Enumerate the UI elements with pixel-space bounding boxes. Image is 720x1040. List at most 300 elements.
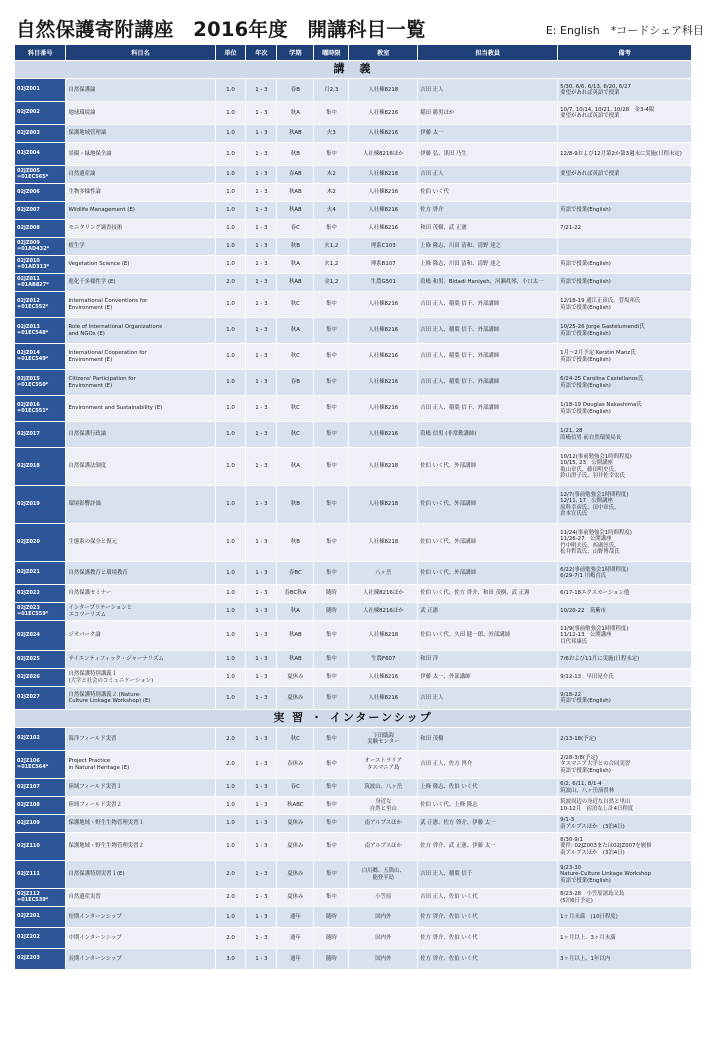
course-name: ジオパーク論 [66,621,215,651]
credits: 1.0 [215,220,246,238]
table-row [15,562,692,585]
year: 1 - 3 [246,889,277,907]
course-code: 02JZ001 [15,79,66,102]
course-code: 02JZ024 [15,621,66,651]
note: 3ヶ月以上、1年以内 [558,949,692,970]
year: 1 - 3 [246,396,277,422]
year: 1 - 3 [246,318,277,344]
table-row [15,102,692,125]
room: 人社棟8218 [349,79,418,102]
period: 集中 [314,143,349,166]
course-code: 02JZ004 [15,143,66,166]
table-row [15,728,692,751]
table-row [15,202,692,220]
teacher: 佐伯 いく代 [418,184,558,202]
note: 7/6および11月に実施(日程未定) [558,651,692,669]
table-row [15,889,692,907]
table-row [15,422,692,448]
teacher: 稲田 勝男ほか [418,102,558,125]
period: 随時 [314,928,349,949]
table-row [15,797,692,815]
room: 身近な 自然と里山 [349,797,418,815]
course-code: 02JZ108 [15,797,66,815]
course-code: 02JZ202 [15,928,66,949]
year: 1 - 3 [246,669,277,687]
period: 集中 [314,779,349,797]
course-name: 地球環境論 [66,102,215,125]
credits: 1.0 [215,448,246,486]
credits: 2.0 [215,861,246,889]
teacher: 佐方 啓介、佐伯 いく代 [418,928,558,949]
teacher: 吉田 正人 [418,166,558,184]
col-header: 年次 [246,45,277,61]
teacher: 佐伯 いく代、佐方 啓介、和田 茂樹、武 正憲 [418,585,558,603]
table-row [15,524,692,562]
term: 夏休み [277,861,314,889]
teacher: 葭嶋 和男、Bidadi Haniyeh、河瀬眞琴、小口太一 [418,274,558,292]
table-row [15,779,692,797]
term: 秋C [277,292,314,318]
credits: 1.0 [215,166,246,184]
table-row [15,949,692,970]
teacher: 葭嶋 信男 (非常勤講師) [418,422,558,448]
period: 火4 [314,202,349,220]
table-row [15,651,692,669]
term: 秋A [277,448,314,486]
period: 集中 [314,751,349,779]
term: 夏休み [277,889,314,907]
course-code: 02JZ026 [15,669,66,687]
room: 人社棟8216 [349,125,418,143]
term: 秋B [277,486,314,524]
course-name: 保護地域管理論 [66,125,215,143]
year: 1 - 3 [246,220,277,238]
teacher: 上條 隆志、佐伯 いく代 [418,779,558,797]
teacher: 吉田 正人、佐方 啓介 [418,751,558,779]
teacher: 吉田 正人、稲葉 信千、外部講師 [418,370,558,396]
room: 生農G501 [349,274,418,292]
teacher: 和田 洋 [418,651,558,669]
teacher: 佐方 啓介、佐伯 いく代 [418,949,558,970]
year: 1 - 3 [246,184,277,202]
period: 集中 [314,651,349,669]
teacher: 佐伯 いく代、外部講師 [418,524,558,562]
room: 人社棟8216 [349,422,418,448]
year: 1 - 3 [246,422,277,448]
term: 秋C [277,344,314,370]
year: 1 - 3 [246,687,277,710]
year: 1 - 3 [246,125,277,143]
col-header: 教室 [349,45,418,61]
credits: 1.0 [215,669,246,687]
room: 人社棟8216ほか [349,585,418,603]
year: 1 - 3 [246,861,277,889]
term: 秋A [277,102,314,125]
year: 1 - 3 [246,102,277,125]
course-code: 02JZ102 [15,728,66,751]
table-row [15,184,692,202]
teacher: 佐伯 いく代、上條 隆志 [418,797,558,815]
term: 秋A [277,256,314,274]
room: 八ヶ岳 [349,562,418,585]
term: 夏休み [277,687,314,710]
course-name: 陸域フィールド実習２ [66,797,215,815]
term: 秋AB [277,125,314,143]
period: 集中 [314,422,349,448]
period: 随時 [314,907,349,928]
teacher: 吉田 正人、佐伯 いく代 [418,889,558,907]
course-code: 02JZ007 [15,202,66,220]
year: 1 - 3 [246,949,277,970]
table-row [15,318,692,344]
course-name: 保護地域・野生生物管理実習１ [66,815,215,833]
table-row [15,687,692,710]
credits: 2.0 [215,751,246,779]
note: 6/22(事前勉強会1時間程度) 6/29-7/1 川嶋直氏 [558,562,692,585]
table-row [15,370,692,396]
period: 集中 [314,687,349,710]
year: 1 - 3 [246,779,277,797]
course-name: 自然保護法制度 [66,448,215,486]
course-code: 02JZ005 =01EC565* [15,166,66,184]
credits: 1.0 [215,651,246,669]
table-row [15,344,692,370]
teacher: 和田 茂樹、武 正憲 [418,220,558,238]
table-row [15,928,692,949]
course-name: サイエンティフィック・ジャーナリズム [66,651,215,669]
room: 国内外 [349,949,418,970]
course-name: モニタリング調査技術 [66,220,215,238]
year: 1 - 3 [246,370,277,396]
teacher: 上條 隆志、川田 清和、清野 達之 [418,256,558,274]
period: 火1,2 [314,238,349,256]
year: 1 - 3 [246,486,277,524]
credits: 1.0 [215,184,246,202]
credits: 1.0 [215,318,246,344]
course-name: Wildlife Management (E) [66,202,215,220]
credits: 1.0 [215,585,246,603]
course-name: Environment and Sustainability (E) [66,396,215,422]
period: 集中 [314,861,349,889]
teacher: 武 正憲 [418,603,558,621]
table-row [15,751,692,779]
note: 英語で授業(English) [558,202,692,220]
term: 秋C [277,422,314,448]
teacher: 伊藤 弘、黒田 乃生 [418,143,558,166]
credits: 1.0 [215,344,246,370]
year: 1 - 3 [246,238,277,256]
section-title: 講 義 [15,61,692,79]
room: 人社棟8216 [349,220,418,238]
period: 随時 [314,949,349,970]
course-name: 自然保護セミナー [66,585,215,603]
period: 火1,2 [314,256,349,274]
note: 1月～2月予定 Kerstin Manz氏 英語で授業(English) [558,344,692,370]
course-name: Vegetation Science (E) [66,256,215,274]
teacher: 吉田 正人 [418,79,558,102]
note: 10/7, 10/14, 10/21, 10/28 金3-4限 要望があれば英語で授業 [558,102,692,125]
section-header-row [15,61,692,79]
period: 集中 [314,889,349,907]
period: 集中 [314,396,349,422]
note: 英語で授業(English) [558,256,692,274]
course-name: 自然保護論 [66,79,215,102]
teacher: 吉田 正人、稲葉 信千、外部講師 [418,344,558,370]
room: 人社棟8216 [349,669,418,687]
room: 人社棟8216ほか [349,143,418,166]
note: 6/17-18エクスカーション他 [558,585,692,603]
room: 筑波山、八ヶ岳 [349,779,418,797]
course-name: 進化千多様性学 (E) [66,274,215,292]
term: 秋A [277,603,314,621]
col-header: 単位 [215,45,246,61]
note: 11/24(事前勉強会1時間程度) 11/26-27 公開講座 竹中明夫氏、西廣淳氏、 松井哲哉氏、山野博哉氏 [558,524,692,562]
term: 春休み [277,751,314,779]
course-name: Citizens' Participation for Environment (E) [66,370,215,396]
course-code: 02JZ013 =01EC548* [15,318,66,344]
year: 1 - 3 [246,524,277,562]
credits: 1.0 [215,143,246,166]
course-code: 02JZ018 [15,448,66,486]
period: 集中 [314,524,349,562]
year: 1 - 3 [246,751,277,779]
course-code: 02JZ023 =01EC559* [15,603,66,621]
teacher: 吉田 正人、稲葉 信千、外部講師 [418,318,558,344]
course-name: 植生学 [66,238,215,256]
year: 1 - 3 [246,585,277,603]
course-name: インタープリテーションと エコツーリズム [66,603,215,621]
table-row [15,166,692,184]
col-header: 曜時限 [314,45,349,61]
note: 筑波周辺の身近な自然と里山 10-12月 宿泊なし計4日程度 [558,797,692,815]
table-row [15,907,692,928]
term: 秋AB [277,651,314,669]
room: 理系C103 [349,238,418,256]
course-code: 02JZ016 =01EC551* [15,396,66,422]
room: 人社棟8218 [349,166,418,184]
course-code: 02JZ201 [15,907,66,928]
teacher: 佐方 啓介 [418,202,558,220]
course-name: 環境影響評価 [66,486,215,524]
term: 秋AB [277,274,314,292]
table-header-row [15,45,692,61]
credits: 1.0 [215,779,246,797]
year: 1 - 3 [246,603,277,621]
credits: 1.0 [215,396,246,422]
term: 通年 [277,949,314,970]
credits: 1.0 [215,524,246,562]
year: 1 - 3 [246,833,277,861]
credits: 2.0 [215,928,246,949]
credits: 1.0 [215,370,246,396]
course-code: 02JZ002 [15,102,66,125]
course-name: 自然保護特別講義１ (大学と社会のコミュニケーション) [66,669,215,687]
credits: 1.0 [215,562,246,585]
course-name: 長期インターンシップ [66,949,215,970]
period: 随時 [314,603,349,621]
credits: 1.0 [215,238,246,256]
course-name: 生物多様性論 [66,184,215,202]
credits: 1.0 [215,833,246,861]
note: 1/18-19 Douglas Nakashima氏 英語で授業(English) [558,396,692,422]
teacher: 佐方 啓介、佐伯 いく代 [418,907,558,928]
term: 秋AB [277,184,314,202]
year: 1 - 3 [246,256,277,274]
year: 1 - 3 [246,651,277,669]
period: 集中 [314,728,349,751]
credits: 1.0 [215,256,246,274]
period: 集中 [314,448,349,486]
room: 人社棟8216 [349,370,418,396]
period: 木2 [314,166,349,184]
note: 1/21, 28 葭嶋信男 前自然環境局長 [558,422,692,448]
term: 秋C [277,728,314,751]
period: 集中 [314,562,349,585]
table-row [15,79,692,102]
teacher: 佐方 啓介、武 正憲、伊藤 太一 [418,833,558,861]
col-header: 科目名 [66,45,215,61]
course-name: 自然遺産論 [66,166,215,184]
term: 通年 [277,907,314,928]
period: 随時 [314,585,349,603]
room: 国内外 [349,907,418,928]
table-row [15,143,692,166]
section-title: 実 習 ・ インターンシップ [15,710,692,728]
room: 理系B107 [349,256,418,274]
credits: 1.0 [215,486,246,524]
course-code: 02JZ008 [15,220,66,238]
year: 1 - 3 [246,344,277,370]
term: 春B [277,79,314,102]
period: 集中 [314,370,349,396]
course-code: 02JZ109 [15,815,66,833]
document-header [14,10,706,44]
col-header: 学期 [277,45,314,61]
teacher: 伊藤 太一、外部講師 [418,669,558,687]
term: 秋B [277,238,314,256]
note [558,238,692,256]
table-row [15,603,692,621]
document-title: 自然保護寄附講座 2016年度 開講科目一覧 [16,18,426,41]
note: 10/20-22 筑紫市 [558,603,692,621]
course-name: 保護地域・野生生物管理実習２ [66,833,215,861]
term: 秋ABC [277,797,314,815]
room: 人社棟8216 [349,184,418,202]
teacher: 吉田 正人 [418,687,558,710]
course-code: 02JZ009 =01AD432* [15,238,66,256]
note: 5/30, 6/6, 6/13, 6/20, 6/27 要望があれば英語で授業 [558,79,692,102]
period: 木2 [314,184,349,202]
year: 1 - 3 [246,815,277,833]
note: 英語で授業(English) [558,274,692,292]
course-name: 自然保護教育と環境教育 [66,562,215,585]
course-table [14,44,692,970]
room: 人社棟8218 [349,524,418,562]
credits: 1.0 [215,202,246,220]
note: 11/9(事前勉強会1時間程度) 11/12-13 公開講座 目代邦康氏 [558,621,692,651]
period: 集中 [314,486,349,524]
period: 集中 [314,292,349,318]
course-code: 02JZ203 [15,949,66,970]
note: 要望があれば英語で授業 [558,166,692,184]
course-code: 02JZ015 =01EC550* [15,370,66,396]
term: 夏休み [277,833,314,861]
course-name: Project Practice in Natural Heritage (E) [66,751,215,779]
course-code: 02JZ019 [15,486,66,524]
course-code: 02JZ111 [15,861,66,889]
note [558,125,692,143]
year: 1 - 3 [246,562,277,585]
period: 集中 [314,102,349,125]
year: 1 - 3 [246,621,277,651]
note: 9/18-22 英語で授業(English) [558,687,692,710]
room: 白川郷、五箇山、 能登半島 [349,861,418,889]
table-row [15,238,692,256]
term: 夏休み [277,815,314,833]
table-row [15,396,692,422]
room: 南アルプスほか [349,833,418,861]
course-code: 02JZ017 [15,422,66,448]
table-row [15,448,692,486]
term: 秋AB [277,202,314,220]
course-name: Role of International Organizations and NGOs (E) [66,318,215,344]
room: 小笠原 [349,889,418,907]
course-code: 02JZ011 =01AB827* [15,274,66,292]
col-header: 科目番号 [15,45,66,61]
course-name: 自然保護行政論 [66,422,215,448]
course-name: 陸域フィールド実習１ [66,779,215,797]
credits: 1.0 [215,621,246,651]
credits: 1.0 [215,125,246,143]
teacher: 吉田 正人、稲葉 信千 [418,861,558,889]
period: 火3 [314,125,349,143]
period: 集中 [314,220,349,238]
note: 8/30-9/1 要件: 02JZ003または02JZ007を履修 南アルプスほか (3泊4日) [558,833,692,861]
room: 南アルプスほか [349,815,418,833]
course-code: 02JZ110 [15,833,66,861]
note: 6/2, 6/11, 8/1-4 筑波山、八ヶ岳演習林 [558,779,692,797]
year: 1 - 3 [246,79,277,102]
course-code: 02JZ112 =01EC539* [15,889,66,907]
room: 人社棟8218 [349,448,418,486]
room: 下田臨海 実験センター [349,728,418,751]
teacher: 吉田 正人、稲葉 信千、外部講師 [418,292,558,318]
note: 9/23-30 Nature-Culture Linkage Workshop 英語で授業(English) [558,861,692,889]
course-code: 02JZ006 [15,184,66,202]
table-row [15,256,692,274]
table-body [15,61,692,970]
note: 7/21-22 [558,220,692,238]
course-code: 02JZ021 [15,562,66,585]
credits: 3.0 [215,949,246,970]
credits: 1.0 [215,687,246,710]
year: 1 - 3 [246,274,277,292]
term: 秋C [277,396,314,422]
room: 生農F607 [349,651,418,669]
note: 8/23-28 小笠原諸島父島 (5泊6日予定) [558,889,692,907]
note: 10/25-26 Jorge Gastelumendi氏 英語で授業(English) [558,318,692,344]
credits: 1.0 [215,79,246,102]
term: 春BC [277,562,314,585]
note: 1ヶ月未満 (10日程度) [558,907,692,928]
room: 国内外 [349,928,418,949]
term: 秋A [277,318,314,344]
credits: 1.0 [215,292,246,318]
note: 9/12-13 早田晃介氏 [558,669,692,687]
table-row [15,861,692,889]
room: 人社棟8216 [349,318,418,344]
room: 人社棟8216 [349,396,418,422]
